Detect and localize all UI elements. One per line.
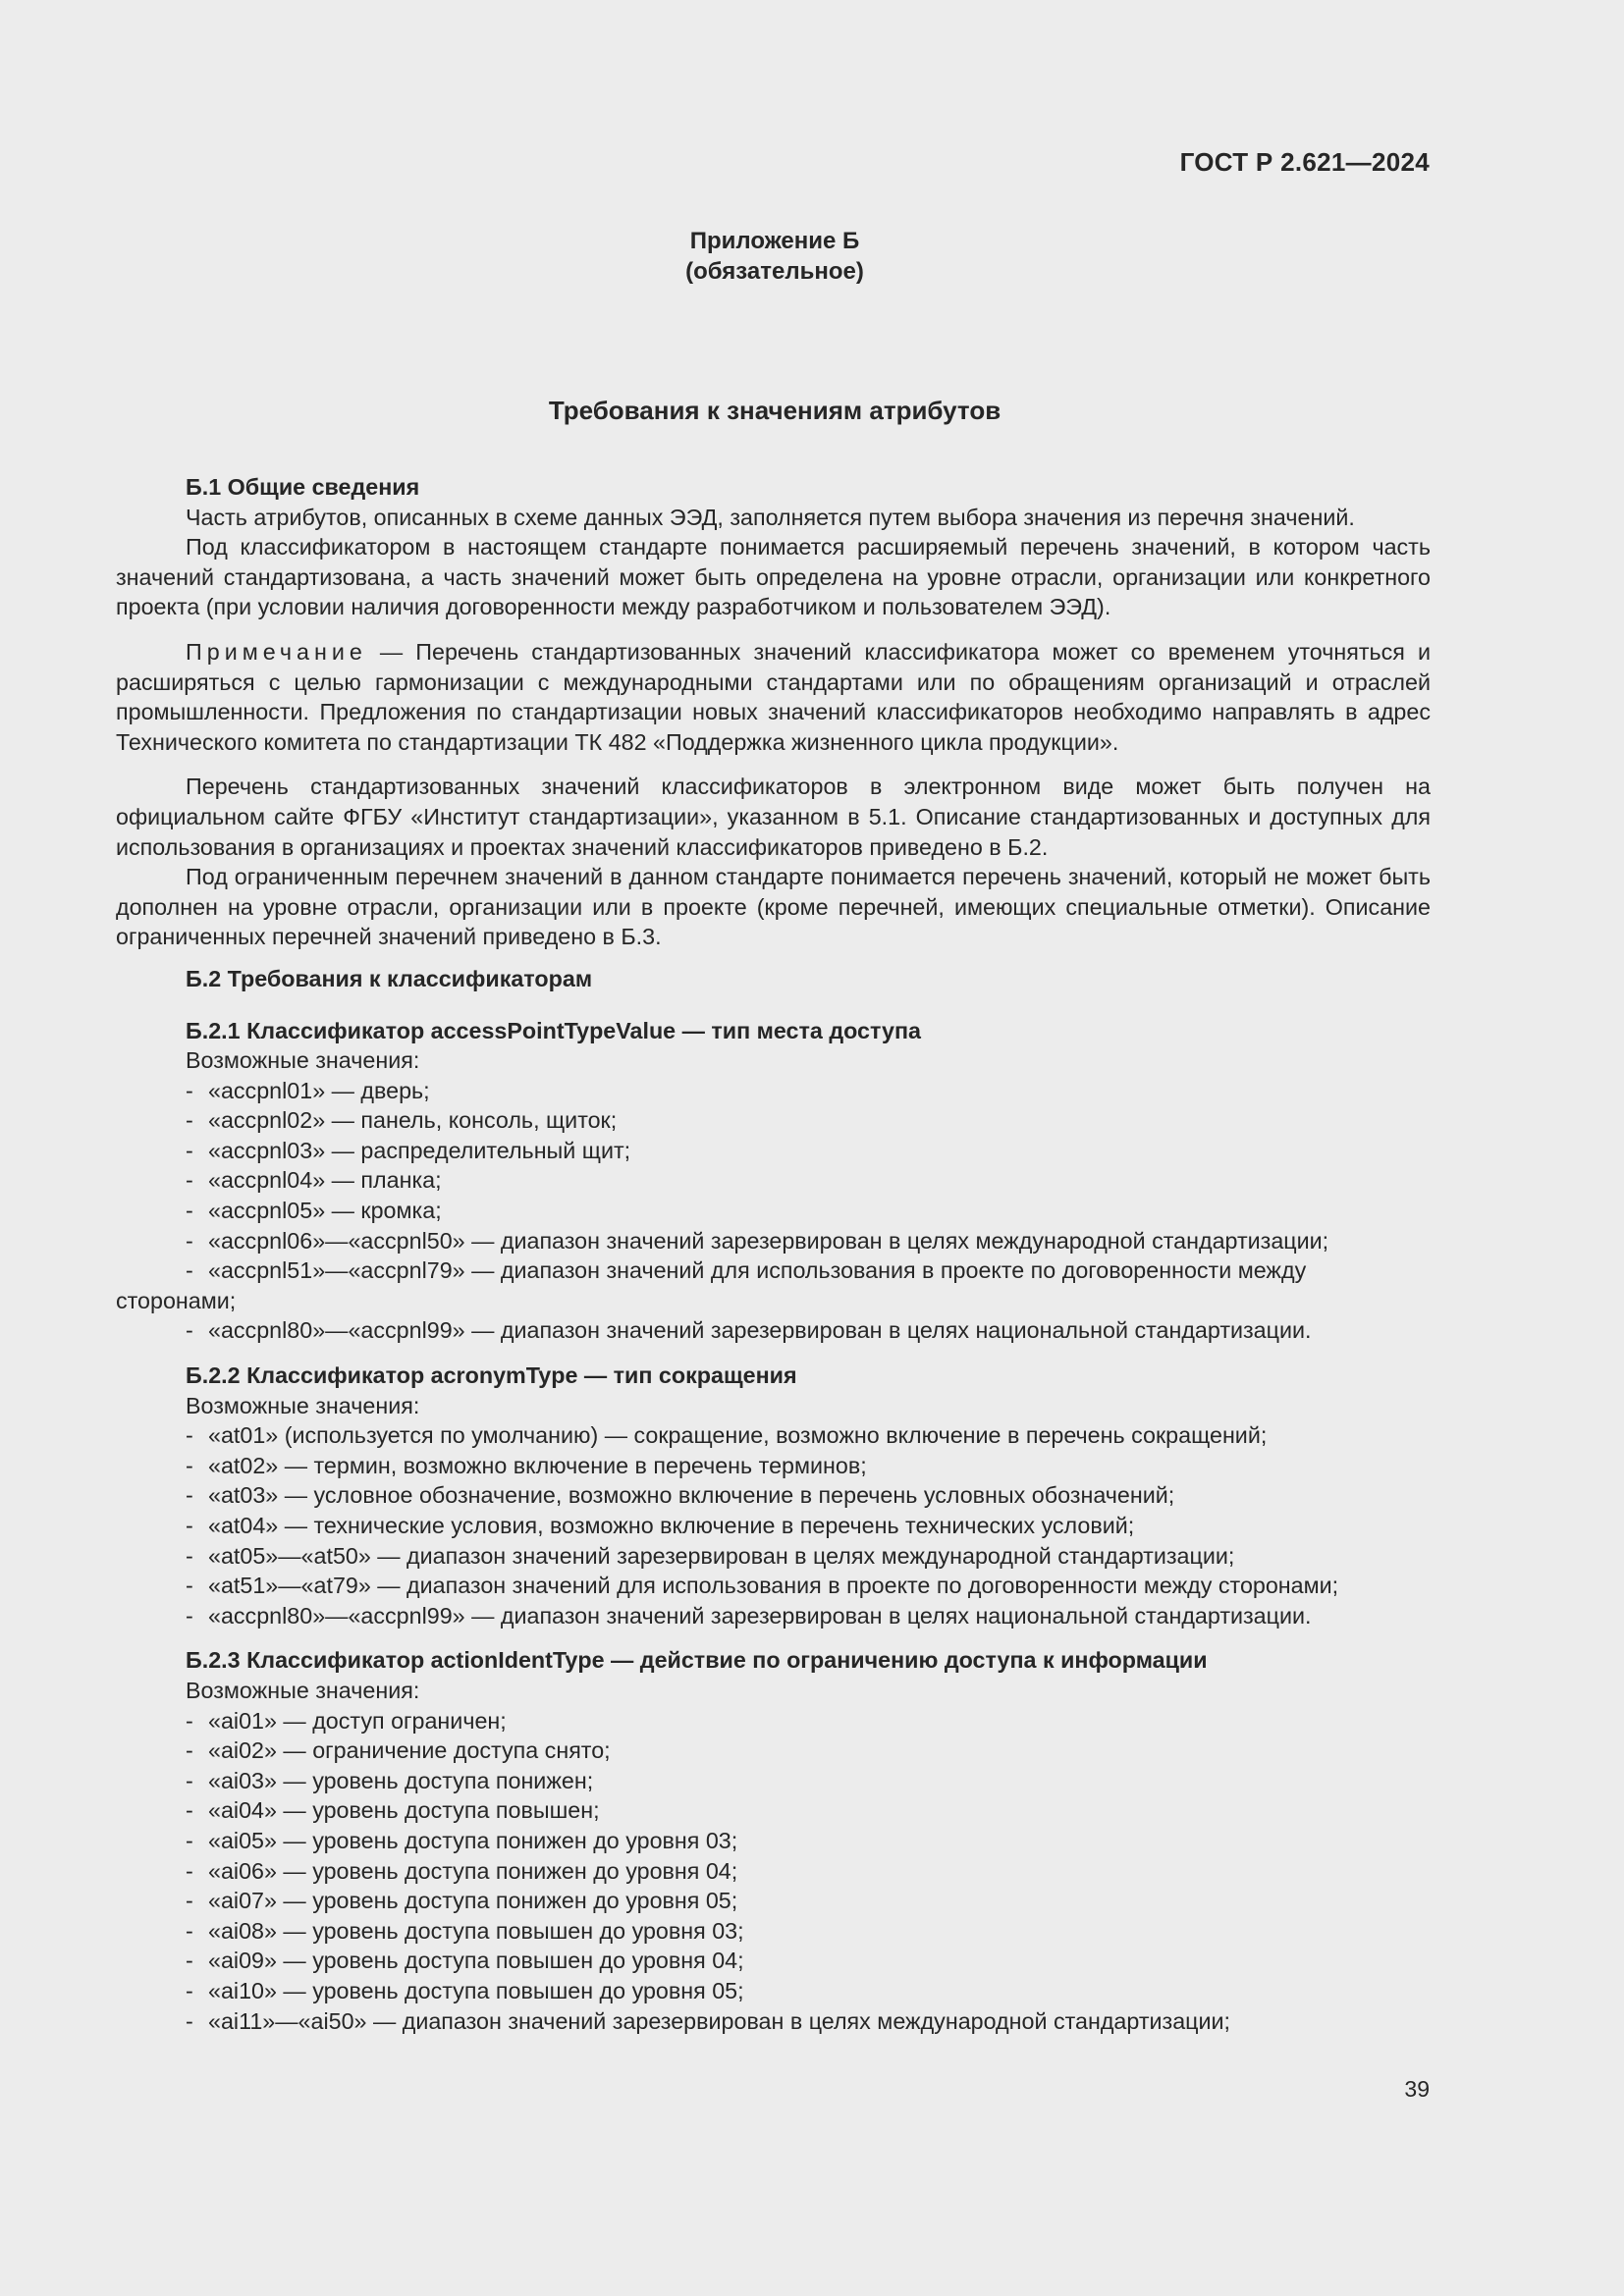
list-marker: - bbox=[186, 1602, 193, 1629]
list-item-text: «at03» — условное обозначение, возможно включение в перечень условных обозначений; bbox=[208, 1482, 1175, 1509]
list-item bbox=[116, 1916, 1431, 1947]
list-item-text: «accpnl05» — кромка; bbox=[208, 1198, 442, 1224]
list-item-text: «accpnl80»—«accpnl99» — диапазон значений зарезервирован в целях национальной стандартизации. bbox=[208, 1602, 1312, 1629]
list-item bbox=[116, 1451, 1431, 1481]
standard-number: ГОСТ Р 2.621—2024 bbox=[1179, 147, 1430, 177]
note-paragraph bbox=[116, 637, 1431, 757]
list-item bbox=[116, 1165, 1431, 1196]
list-marker: - bbox=[186, 1767, 193, 1793]
values-intro: Возможные значения: bbox=[186, 1047, 420, 1074]
list-item bbox=[116, 1226, 1431, 1256]
list-item-text: «at51»—«at79» — диапазон значений для использования в проекте по договоренности между сторонами; bbox=[208, 1573, 1339, 1599]
paragraph: Под классификатором в настоящем стандарте понимается расширяемый перечень значений, в котором часть значений стандартизована, а часть значений может быть определена на уровне отрасли, организации или конкретного проекта (при условии наличия договоренности между разработчиком и пользователем ЭЭД). bbox=[116, 534, 1431, 620]
list-item-text: «accpnl80»—«accpnl99» — диапазон значений зарезервирован в целях национальной стандартизации. bbox=[208, 1317, 1312, 1344]
appendix-title: Приложение Б bbox=[689, 228, 860, 254]
list-marker: - bbox=[186, 1888, 193, 1914]
list-item bbox=[116, 1601, 1431, 1631]
list-item bbox=[116, 1255, 1431, 1315]
list-marker: - bbox=[186, 1542, 193, 1569]
subsection-heading-b23: Б.2.3 Классификатор actionIdentType — действие по ограничению доступа к информации bbox=[186, 1647, 1208, 1674]
values-intro: Возможные значения: bbox=[186, 1677, 420, 1703]
list-item-text: «ai06» — уровень доступа понижен до уровня 04; bbox=[208, 1857, 738, 1884]
list-marker: - bbox=[186, 1422, 193, 1449]
values-intro: Возможные значения: bbox=[186, 1392, 420, 1418]
list-marker: - bbox=[186, 1107, 193, 1134]
list-item bbox=[116, 1315, 1431, 1346]
list-item bbox=[116, 1511, 1431, 1541]
list-item bbox=[116, 1766, 1431, 1796]
list-marker: - bbox=[186, 1917, 193, 1944]
list-item-text: «ai11»—«ai50» — диапазон значений зарезервирован в целях международной стандартизации; bbox=[208, 2007, 1230, 2034]
list-item bbox=[116, 1706, 1431, 1736]
list-marker: - bbox=[186, 1482, 193, 1509]
value-list-b21 bbox=[116, 1076, 1431, 1346]
list-item bbox=[116, 1856, 1431, 1887]
list-item-text: «accpnl51»—«accpnl79» — диапазон значений для использования в проекте по договоренности между сторонами; bbox=[116, 1257, 1307, 1313]
note-label: Примечание bbox=[186, 638, 367, 665]
list-marker: - bbox=[186, 1227, 193, 1254]
list-marker: - bbox=[186, 1948, 193, 1974]
list-item-text: «ai09» — уровень доступа повышен до уровня 04; bbox=[208, 1948, 744, 1974]
list-marker: - bbox=[186, 1198, 193, 1224]
list-marker: - bbox=[186, 1737, 193, 1764]
list-marker: - bbox=[186, 1317, 193, 1344]
list-item bbox=[116, 1826, 1431, 1856]
appendix-heading bbox=[0, 226, 1549, 287]
list-marker: - bbox=[186, 2007, 193, 2034]
list-marker: - bbox=[186, 1513, 193, 1538]
value-list-b23 bbox=[116, 1706, 1431, 2037]
list-item bbox=[116, 1541, 1431, 1572]
list-marker: - bbox=[186, 1137, 193, 1163]
list-marker: - bbox=[186, 1167, 193, 1194]
list-item bbox=[116, 1136, 1431, 1166]
list-item bbox=[116, 1886, 1431, 1916]
list-item bbox=[116, 1196, 1431, 1226]
list-item-text: «accpnl06»—«accpnl50» — диапазон значений зарезервирован в целях международной стандартизации; bbox=[208, 1227, 1329, 1254]
list-marker: - bbox=[186, 1827, 193, 1853]
list-item bbox=[116, 1571, 1431, 1601]
value-list-b22 bbox=[116, 1420, 1431, 1630]
list-item-text: «ai08» — уровень доступа повышен до уровня 03; bbox=[208, 1917, 744, 1944]
paragraph: Перечень стандартизованных значений классификаторов в электронном виде может быть получен на официальном сайте ФГБУ «Институт стандартизации», указанном в 5.1. Описание стандартизованных и доступных для использования в организациях и проектах значений классификаторов приведено в Б.2. bbox=[116, 774, 1431, 860]
page-title: Требования к значениям атрибутов bbox=[548, 396, 1001, 425]
list-item-text: «at02» — термин, возможно включение в перечень терминов; bbox=[208, 1452, 867, 1478]
list-item-text: «accpnl01» — дверь; bbox=[208, 1077, 430, 1103]
list-item-text: «ai03» — уровень доступа понижен; bbox=[208, 1767, 594, 1793]
paragraph: Часть атрибутов, описанных в схеме данных ЭЭД, заполняется путем выбора значения из перечня значений. bbox=[186, 504, 1355, 530]
section-heading-b2: Б.2 Требования к классификаторам bbox=[186, 965, 593, 991]
note-text: — Перечень стандартизованных значений классификатора может со временем уточняться и расширяться с целью гармонизации с международными стандартами или по обращениям организаций и отраслей промышленности. Предложения по стандартизации новых значений классификаторов необходимо направлять в адрес Технического комитета по стандартизации ТК 482 «Поддержка жизненного цикла продукции». bbox=[116, 638, 1431, 755]
list-item bbox=[116, 1480, 1431, 1511]
list-item bbox=[116, 1735, 1431, 1766]
list-item-text: «ai10» — уровень доступа повышен до уровня 05; bbox=[208, 1977, 744, 2003]
list-marker: - bbox=[186, 1977, 193, 2003]
list-item-text: «accpnl04» — планка; bbox=[208, 1167, 442, 1194]
list-item-text: «accpnl03» — распределительный щит; bbox=[208, 1137, 631, 1163]
list-item-text: «ai05» — уровень доступа понижен до уровня 03; bbox=[208, 1827, 738, 1853]
list-marker: - bbox=[186, 1857, 193, 1884]
list-marker: - bbox=[186, 1797, 193, 1824]
list-item bbox=[116, 1976, 1431, 2006]
list-item-text: «accpnl02» — панель, консоль, щиток; bbox=[208, 1107, 618, 1134]
list-marker: - bbox=[186, 1077, 193, 1103]
list-marker: - bbox=[186, 1257, 193, 1284]
list-item bbox=[116, 1946, 1431, 1976]
list-item-text: «at01» (используется по умолчанию) — сокращение, возможно включение в перечень сокращений; bbox=[208, 1422, 1268, 1449]
list-marker: - bbox=[186, 1452, 193, 1478]
list-item-text: «ai02» — ограничение доступа снято; bbox=[208, 1737, 611, 1764]
list-item bbox=[116, 2006, 1431, 2037]
list-marker: - bbox=[186, 1707, 193, 1734]
section-heading-b1: Б.1 Общие сведения bbox=[186, 474, 420, 500]
list-item-text: «at04» — технические условия, возможно включение в перечень технических условий; bbox=[208, 1513, 1135, 1538]
subsection-heading-b22: Б.2.2 Классификатор acronymType — тип сокращения bbox=[186, 1362, 797, 1389]
list-item-text: «ai01» — доступ ограничен; bbox=[208, 1707, 507, 1734]
list-item bbox=[116, 1420, 1431, 1451]
paragraph: Под ограниченным перечнем значений в данном стандарте понимается перечень значений, который не может быть дополнен на уровне отрасли, организации или в проекте (кроме перечней, имеющих специальные отметки). Описание ограниченных перечней значений приведено в Б.3. bbox=[116, 864, 1431, 950]
list-item bbox=[116, 1076, 1431, 1106]
list-item-text: «ai07» — уровень доступа понижен до уровня 05; bbox=[208, 1888, 738, 1914]
list-marker: - bbox=[186, 1573, 193, 1599]
subsection-heading-b21: Б.2.1 Классификатор accessPointTypeValue — тип места доступа bbox=[186, 1017, 921, 1043]
document-body bbox=[116, 472, 1431, 2036]
list-item-text: «ai04» — уровень доступа повышен; bbox=[208, 1797, 600, 1824]
appendix-type: (обязательное) bbox=[685, 258, 864, 285]
list-item bbox=[116, 1105, 1431, 1136]
list-item bbox=[116, 1795, 1431, 1826]
page-number: 39 bbox=[1404, 2076, 1430, 2102]
list-item-text: «at05»—«at50» — диапазон значений зарезервирован в целях международной стандартизации; bbox=[208, 1542, 1235, 1569]
